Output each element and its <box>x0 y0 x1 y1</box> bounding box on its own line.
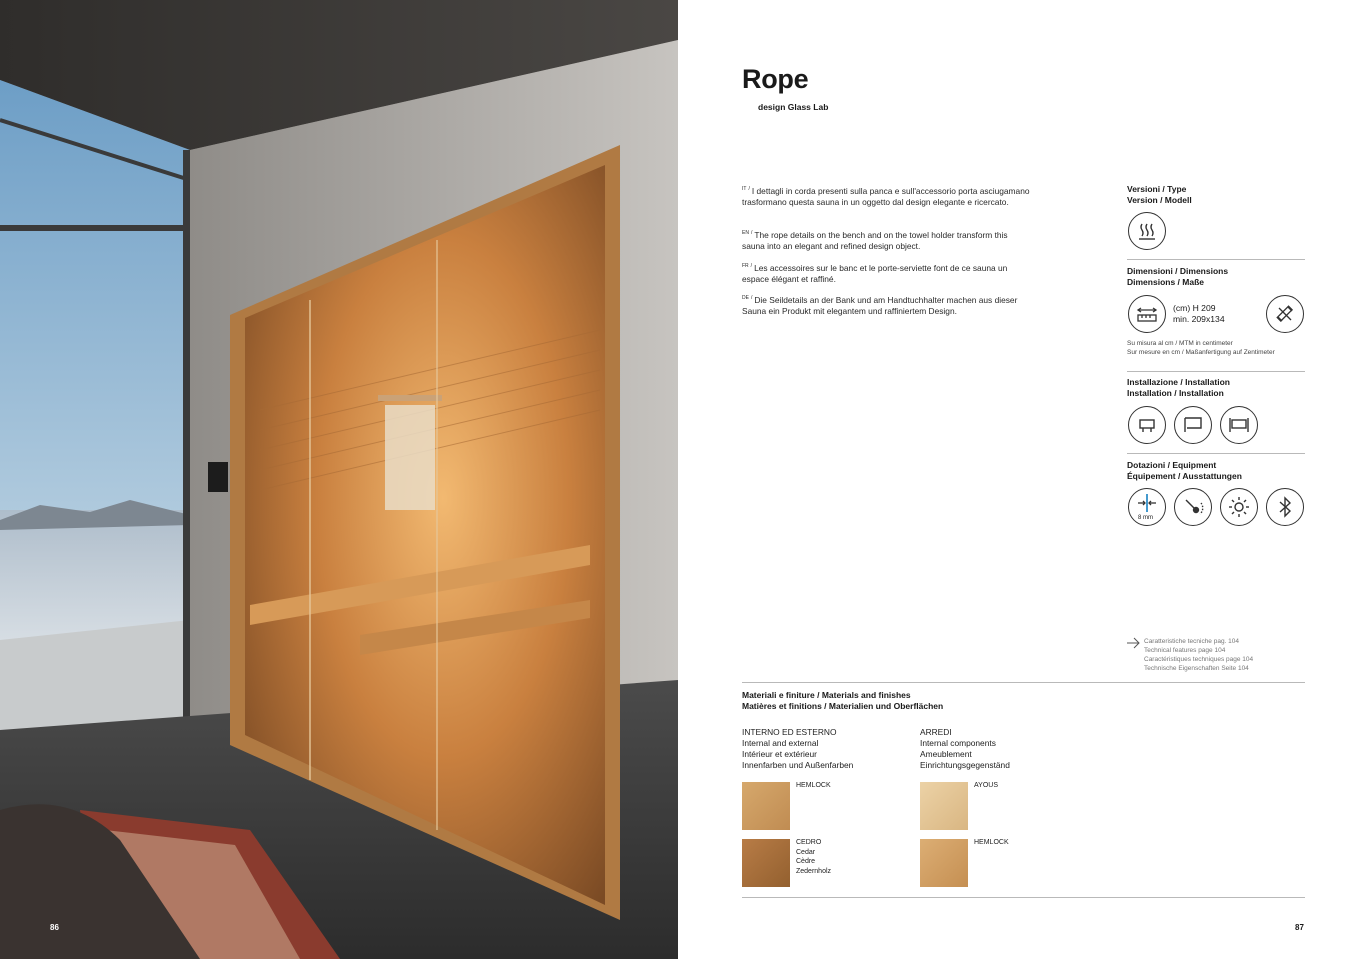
right-page <box>678 0 1356 959</box>
right-page-number: 87 <box>1295 923 1304 932</box>
versions-heading: Versioni / Type Version / Modell <box>1127 184 1192 205</box>
install-niche-icon <box>1220 406 1258 444</box>
glass-thickness-icon <box>1128 488 1166 526</box>
swatch-label: AYOUS <box>974 782 998 789</box>
technical-features-link[interactable]: Caratteristiche tecniche pag. 104 Technical features page 104 Caractéristiques techniques page 104 Technische Eigenschaften Seite 104 <box>1144 638 1254 672</box>
measure-width-icon <box>1128 295 1166 333</box>
install-freestanding-icon <box>1128 406 1166 444</box>
dimensions-values <box>1173 303 1225 325</box>
left-page-number: 86 <box>50 923 59 932</box>
description-text: I dettagli in corda presenti sulla panca e sull'accessorio porta asciugamano trasformano questa sauna in un oggetto dal design elegante e ricercato. <box>742 185 1030 207</box>
swatch-label: HEMLOCK <box>796 782 831 789</box>
swatch-label: CEDRO Cedar Cèdre Zedernholz <box>796 839 832 875</box>
sauna-heat-icon <box>1128 212 1166 250</box>
lang-code: IT <box>742 186 747 192</box>
materials-heading: Materiali e finiture / Materials and finishes Matières et finitions / Materialien und Oberflächen <box>742 690 944 711</box>
description-text: The rope details on the bench and on the towel holder transform this sauna into an elegant and refined design object. <box>742 229 1008 251</box>
description-fr: $^{FR}$ / Les accessoires sur le banc et le porte-serviette font de ce sauna un espace élégant et raffiné. <box>742 262 1008 284</box>
divider <box>1127 371 1305 372</box>
swatch-cedar <box>742 839 790 887</box>
description-text: Die Seildetails an der Bank und am Handtuchhalter machen aus dieser Sauna ein Produkt mit elegantem und raffiniertem Design. <box>742 294 1018 316</box>
lang-code: EN <box>742 230 749 236</box>
installation-heading: Installazione / Installation Installation / Installation <box>1127 377 1230 398</box>
swatch-hemlock-furniture <box>920 839 968 887</box>
swatch-ayous <box>920 782 968 830</box>
materials-column-components: ARREDI Internal components Ameublement Einrichtungsgegenständ <box>920 727 1010 770</box>
description-text: Les accessoires sur le banc et le porte-serviette font de ce sauna un espace élégant et raffiné. <box>742 262 1008 284</box>
divider <box>742 682 1305 683</box>
divider <box>1127 453 1305 454</box>
materials-column-internal-external: INTERNO ED ESTERNO Internal and external Intérieur et extérieur Innenfarben und Außenfarben <box>742 727 854 770</box>
height-value: (cm) H 209 <box>1173 303 1216 313</box>
technical-arrow-icon <box>1127 636 1141 654</box>
description-de: $^{DE}$ / Die Seildetails an der Bank und am Handtuchhalter machen aus dieser Sauna ein Produkt mit elegantem und raffiniertem Design. <box>742 294 1018 316</box>
glass-thickness-label: 8 mm <box>1138 515 1153 521</box>
description-it: $^{IT}$ / I dettagli in corda presenti sulla panca e sull'accessorio porta asciugamano trasformano questa sauna in un oggetto dal design elegante e ricercato. <box>742 185 1030 207</box>
lang-code: DE <box>742 295 749 301</box>
divider <box>742 897 1305 898</box>
product-title: Rope <box>742 64 809 94</box>
equipment-heading: Dotazioni / Equipment Équipement / Ausstattungen <box>1127 460 1242 481</box>
bluetooth-icon <box>1266 488 1304 526</box>
dimensions-note: Su misura al cm / MTM in centimeter Sur mesure en cm / Maßanfertigung auf Zentimeter <box>1127 340 1275 356</box>
swatch-label: HEMLOCK <box>974 839 1009 846</box>
custom-size-tools-icon <box>1266 295 1304 333</box>
thermometer-icon <box>1174 488 1212 526</box>
install-corner-icon <box>1174 406 1212 444</box>
min-size-value: min. 209x134 <box>1173 314 1225 324</box>
light-icon <box>1220 488 1258 526</box>
description-en: $^{EN}$ / The rope details on the bench and on the towel holder transform this sauna into an elegant and refined design object. <box>742 229 1008 251</box>
dimensions-heading: Dimensioni / Dimensions Dimensions / Maße <box>1127 266 1229 287</box>
swatch-hemlock <box>742 782 790 830</box>
divider <box>1127 259 1305 260</box>
lang-code: FR <box>742 263 749 269</box>
product-designer: design Glass Lab <box>758 102 829 112</box>
